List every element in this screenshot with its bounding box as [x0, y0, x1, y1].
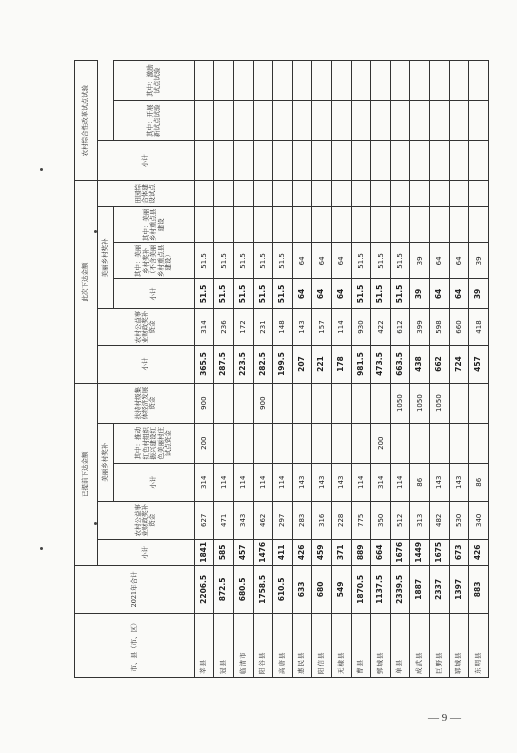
current-key-village-value: 64: [332, 243, 352, 279]
current-welfare-value: 114: [332, 309, 352, 345]
current-bv-subtotal-value: 51.5: [273, 279, 293, 309]
current-key-county-value: [233, 207, 253, 243]
current-bv-subtotal-value: 64: [312, 279, 332, 309]
current-bv-subtotal-value: 51.5: [233, 279, 253, 309]
prior-bv-subtotal-value: 86: [469, 463, 489, 501]
pilot-jl-value: [312, 61, 332, 101]
current-key-village-value: 51.5: [253, 243, 273, 279]
current-subtotal-value: 178: [332, 345, 352, 383]
prior-bv-subtotal-value: 314: [194, 463, 214, 501]
current-key-village-value: 51.5: [273, 243, 293, 279]
total-value: 610.5: [273, 565, 293, 613]
prior-collective-value: [292, 383, 312, 423]
current-bv-subtotal-value: 51.5: [253, 279, 273, 309]
prior-bv-subtotal-value: 114: [253, 463, 273, 501]
current-key-county-value: [351, 207, 371, 243]
pilot-jl-value: [194, 61, 214, 101]
pilot-yc-value: [292, 101, 312, 141]
reform-subtotal-value: [253, 141, 273, 181]
table-row: [233, 61, 253, 678]
pilot-jl-value: [351, 61, 371, 101]
header-field-cell: 田园综合体建设试点: [97, 181, 194, 207]
table-row: [332, 61, 352, 678]
current-subtotal-value: 365.5: [194, 345, 214, 383]
header-current-subtotal: 小计: [97, 345, 194, 383]
field-value: [430, 181, 450, 207]
table-row: [410, 61, 430, 678]
header-prior-collective: 扶持村级集体经济发展资金: [97, 383, 194, 423]
header-pilot-jl: 其中：激励试点试验: [114, 61, 195, 101]
prior-collective-value: [351, 383, 371, 423]
pilot-jl-value: [410, 61, 430, 101]
prior-red-value: [292, 423, 312, 463]
current-welfare-value: 143: [292, 309, 312, 345]
prior-bv-subtotal-value: 143: [430, 463, 450, 501]
prior-collective-value: [332, 383, 352, 423]
prior-subtotal-value: 673: [449, 539, 469, 565]
current-subtotal-value: 221: [312, 345, 332, 383]
current-bv-subtotal-value: 64: [292, 279, 312, 309]
county-name: 单县: [390, 613, 410, 677]
prior-red-value: [312, 423, 332, 463]
table-row: [449, 61, 469, 678]
total-value: 2337: [430, 565, 450, 613]
prior-red-value: [410, 423, 430, 463]
current-welfare-value: 598: [430, 309, 450, 345]
prior-collective-value: [233, 383, 253, 423]
prior-red-value: [253, 423, 273, 463]
total-value: 1758.5: [253, 565, 273, 613]
prior-collective-value: 1050: [410, 383, 430, 423]
total-value: 680: [312, 565, 332, 613]
table-row: [430, 61, 450, 678]
reform-subtotal-value: [351, 141, 371, 181]
header-prior-beautiful: 美丽乡村奖补: [97, 423, 114, 501]
total-value: 1137.5: [371, 565, 391, 613]
total-value: 883: [469, 565, 489, 613]
pilot-jl-value: [332, 61, 352, 101]
prior-welfare-value: 228: [332, 501, 352, 539]
current-key-county-value: [371, 207, 391, 243]
prior-bv-subtotal-value: 114: [214, 463, 234, 501]
prior-red-value: [214, 423, 234, 463]
field-value: [292, 181, 312, 207]
prior-red-value: [469, 423, 489, 463]
reform-subtotal-value: [292, 141, 312, 181]
current-subtotal-value: 724: [449, 345, 469, 383]
prior-bv-subtotal-value: 114: [273, 463, 293, 501]
county-name: 郓城县: [449, 613, 469, 677]
current-welfare-value: 612: [390, 309, 410, 345]
current-key-county-value: [410, 207, 430, 243]
county-name: 曹县: [351, 613, 371, 677]
current-key-county-value: [214, 207, 234, 243]
header-prior-red: 其中：推动红色村组织振兴建设红色美丽村庄试点资金: [114, 423, 195, 463]
prior-bv-subtotal-value: 143: [449, 463, 469, 501]
current-bv-subtotal-value: 51.5: [390, 279, 410, 309]
header-current-beautiful: 美丽乡村奖补: [97, 207, 114, 309]
reform-subtotal-value: [449, 141, 469, 181]
current-bv-subtotal-value: 64: [449, 279, 469, 309]
current-bv-subtotal-value: 51.5: [351, 279, 371, 309]
field-value: [371, 181, 391, 207]
current-key-county-value: [273, 207, 293, 243]
table-row: [469, 61, 489, 678]
prior-subtotal-value: 426: [292, 539, 312, 565]
field-value: [469, 181, 489, 207]
prior-red-value: [351, 423, 371, 463]
pilot-jl-value: [390, 61, 410, 101]
table-row: [292, 61, 312, 678]
reform-subtotal-value: [410, 141, 430, 181]
header-prior-welfare: 农村公益事业财政奖补资金: [97, 501, 194, 539]
reform-subtotal-value: [469, 141, 489, 181]
pilot-jl-value: [449, 61, 469, 101]
current-key-village-value: 64: [430, 243, 450, 279]
prior-subtotal-value: 1676: [390, 539, 410, 565]
pilot-yc-value: [469, 101, 489, 141]
county-name: 临清市: [233, 613, 253, 677]
prior-bv-subtotal-value: 114: [351, 463, 371, 501]
current-subtotal-value: 662: [430, 345, 450, 383]
pilot-jl-value: [430, 61, 450, 101]
current-welfare-value: 930: [351, 309, 371, 345]
current-key-village-value: 64: [292, 243, 312, 279]
prior-bv-subtotal-value: 314: [371, 463, 391, 501]
total-value: 1870.5: [351, 565, 371, 613]
total-value: 549: [332, 565, 352, 613]
prior-subtotal-value: 457: [233, 539, 253, 565]
prior-collective-value: 900: [253, 383, 273, 423]
county-name: 无棣县: [332, 613, 352, 677]
current-key-village-value: 51.5: [214, 243, 234, 279]
current-key-village-value: 51.5: [390, 243, 410, 279]
prior-red-value: [273, 423, 293, 463]
header-current-welfare: 农村公益事业财政奖补资金: [97, 309, 194, 345]
rotated-table-wrapper: [74, 60, 489, 678]
prior-collective-value: [312, 383, 332, 423]
prior-subtotal-value: 411: [273, 539, 293, 565]
prior-red-value: [233, 423, 253, 463]
reform-subtotal-value: [233, 141, 253, 181]
field-value: [390, 181, 410, 207]
pilot-jl-value: [233, 61, 253, 101]
table-area: [74, 60, 489, 678]
current-key-village-value: 39: [410, 243, 430, 279]
pilot-jl-value: [273, 61, 293, 101]
reform-subtotal-value: [312, 141, 332, 181]
current-welfare-value: 314: [194, 309, 214, 345]
prior-bv-subtotal-value: 114: [390, 463, 410, 501]
county-name: 鄄城县: [371, 613, 391, 677]
prior-bv-subtotal-value: 114: [233, 463, 253, 501]
total-value: 2339.5: [390, 565, 410, 613]
current-key-village-value: 64: [312, 243, 332, 279]
current-subtotal-value: 457: [469, 345, 489, 383]
current-bv-subtotal-value: 39: [469, 279, 489, 309]
current-key-county-value: [253, 207, 273, 243]
total-value: 1887: [410, 565, 430, 613]
table-row: [351, 61, 371, 678]
current-key-county-value: [312, 207, 332, 243]
pilot-yc-value: [371, 101, 391, 141]
prior-welfare-value: 775: [351, 501, 371, 539]
header-current-cell: 此次下达金额: [75, 181, 98, 383]
header-pilot-yc: 其中：开展新试点试验: [114, 101, 195, 141]
current-welfare-value: 660: [449, 309, 469, 345]
table-row: [312, 61, 332, 678]
prior-bv-subtotal-value: 143: [332, 463, 352, 501]
current-key-county-value: [194, 207, 214, 243]
scan-dot: [40, 547, 43, 550]
pilot-jl-value: [253, 61, 273, 101]
reform-subtotal-value: [390, 141, 410, 181]
prior-bv-subtotal-value: 143: [312, 463, 332, 501]
header-prior-cell: 已提前下达金额: [75, 383, 98, 565]
current-key-village-value: 51.5: [351, 243, 371, 279]
prior-collective-value: [449, 383, 469, 423]
prior-welfare-value: 297: [273, 501, 293, 539]
header-total-cell: 2021年合计: [75, 565, 195, 613]
current-bv-subtotal-value: 51.5: [214, 279, 234, 309]
current-subtotal-value: 282.5: [253, 345, 273, 383]
prior-subtotal-value: 1476: [253, 539, 273, 565]
total-value: 2206.5: [194, 565, 214, 613]
prior-welfare-value: 343: [233, 501, 253, 539]
current-subtotal-value: 981.5: [351, 345, 371, 383]
prior-collective-value: [273, 383, 293, 423]
current-key-village-value: 64: [449, 243, 469, 279]
prior-collective-value: 900: [194, 383, 214, 423]
current-key-county-value: [332, 207, 352, 243]
county-name: 阳谷县: [253, 613, 273, 677]
current-bv-subtotal-value: 64: [430, 279, 450, 309]
current-subtotal-value: 438: [410, 345, 430, 383]
pilot-jl-value: [469, 61, 489, 101]
prior-welfare-value: 340: [469, 501, 489, 539]
header-current-key-village: 其中：美丽乡村奖补（不含美丽乡村重点县建设）: [114, 243, 195, 279]
reform-subtotal-value: [332, 141, 352, 181]
pilot-yc-value: [332, 101, 352, 141]
field-value: [253, 181, 273, 207]
reform-subtotal-value: [194, 141, 214, 181]
current-subtotal-value: 207: [292, 345, 312, 383]
current-bv-subtotal-value: 51.5: [371, 279, 391, 309]
pilot-yc-value: [214, 101, 234, 141]
current-welfare-value: 172: [233, 309, 253, 345]
table-row: [371, 61, 391, 678]
current-subtotal-value: 199.5: [273, 345, 293, 383]
pilot-yc-value: [233, 101, 253, 141]
header-current-bv-subtotal: 小计: [114, 279, 195, 309]
current-key-county-value: [430, 207, 450, 243]
prior-welfare-value: 512: [390, 501, 410, 539]
pilot-jl-value: [292, 61, 312, 101]
prior-welfare-value: 313: [410, 501, 430, 539]
county-name: 成武县: [410, 613, 430, 677]
field-value: [194, 181, 214, 207]
county-name: 冠县: [214, 613, 234, 677]
table-row: [214, 61, 234, 678]
page-number: — 9 —: [428, 712, 461, 724]
prior-red-value: [390, 423, 410, 463]
current-key-county-value: [469, 207, 489, 243]
pilot-jl-value: [214, 61, 234, 101]
pilot-yc-value: [351, 101, 371, 141]
prior-welfare-value: 530: [449, 501, 469, 539]
table-row: [390, 61, 410, 678]
prior-subtotal-value: 889: [351, 539, 371, 565]
scan-dot: [40, 168, 43, 171]
pilot-yc-value: [430, 101, 450, 141]
pilot-yc-value: [194, 101, 214, 141]
prior-bv-subtotal-value: 86: [410, 463, 430, 501]
funding-table: [74, 60, 489, 678]
prior-subtotal-value: 585: [214, 539, 234, 565]
reform-subtotal-value: [430, 141, 450, 181]
reform-subtotal-value: [273, 141, 293, 181]
prior-welfare-value: 462: [253, 501, 273, 539]
prior-welfare-value: 316: [312, 501, 332, 539]
current-key-village-value: 51.5: [371, 243, 391, 279]
header-current-key-county: 其中：美丽乡村重点县建设: [114, 207, 195, 243]
current-key-county-value: [449, 207, 469, 243]
field-value: [312, 181, 332, 207]
pilot-yc-value: [449, 101, 469, 141]
prior-subtotal-value: 371: [332, 539, 352, 565]
prior-red-value: [332, 423, 352, 463]
current-bv-subtotal-value: 64: [332, 279, 352, 309]
header-prior-subtotal: 小计: [97, 539, 194, 565]
prior-collective-value: 1050: [430, 383, 450, 423]
current-key-county-value: [390, 207, 410, 243]
header-prior-bv-subtotal: 小计: [114, 463, 195, 501]
pilot-yc-value: [273, 101, 293, 141]
pilot-yc-value: [312, 101, 332, 141]
prior-welfare-value: 471: [214, 501, 234, 539]
current-welfare-value: 148: [273, 309, 293, 345]
table-row: [194, 61, 214, 678]
prior-subtotal-value: 426: [469, 539, 489, 565]
current-welfare-value: 231: [253, 309, 273, 345]
prior-red-value: 200: [371, 423, 391, 463]
total-value: 1397: [449, 565, 469, 613]
reform-subtotal-value: [214, 141, 234, 181]
prior-red-value: [449, 423, 469, 463]
total-value: 872.5: [214, 565, 234, 613]
pilot-yc-value: [410, 101, 430, 141]
prior-collective-value: [469, 383, 489, 423]
field-value: [273, 181, 293, 207]
prior-red-value: 200: [194, 423, 214, 463]
prior-welfare-value: 627: [194, 501, 214, 539]
county-name: 惠民县: [292, 613, 312, 677]
field-value: [410, 181, 430, 207]
county-name: 阳信县: [312, 613, 332, 677]
prior-collective-value: 1050: [390, 383, 410, 423]
current-bv-subtotal-value: 51.5: [194, 279, 214, 309]
field-value: [351, 181, 371, 207]
header-county-cell: 市、县（市、区）: [75, 613, 195, 677]
pilot-jl-value: [371, 61, 391, 101]
current-welfare-value: 418: [469, 309, 489, 345]
prior-collective-value: [214, 383, 234, 423]
current-key-county-value: [292, 207, 312, 243]
pilot-yc-value: [390, 101, 410, 141]
current-welfare-value: 236: [214, 309, 234, 345]
prior-subtotal-value: 1675: [430, 539, 450, 565]
pilot-yc-value: [253, 101, 273, 141]
prior-subtotal-value: 664: [371, 539, 391, 565]
county-name: 高唐县: [273, 613, 293, 677]
current-welfare-value: 399: [410, 309, 430, 345]
current-key-village-value: 51.5: [194, 243, 214, 279]
reform-subtotal-value: [371, 141, 391, 181]
header-reform-cell: 农村综合性改革试点试验: [75, 61, 98, 181]
current-welfare-value: 422: [371, 309, 391, 345]
table-row: [273, 61, 293, 678]
prior-bv-subtotal-value: 143: [292, 463, 312, 501]
prior-welfare-value: 482: [430, 501, 450, 539]
current-subtotal-value: 473.5: [371, 345, 391, 383]
field-value: [449, 181, 469, 207]
current-subtotal-value: 223.5: [233, 345, 253, 383]
current-key-village-value: 51.5: [233, 243, 253, 279]
current-subtotal-value: 663.5: [390, 345, 410, 383]
prior-subtotal-value: 1841: [194, 539, 214, 565]
field-value: [332, 181, 352, 207]
county-name: 东明县: [469, 613, 489, 677]
total-value: 633: [292, 565, 312, 613]
current-key-village-value: 39: [469, 243, 489, 279]
table-row: [253, 61, 273, 678]
current-welfare-value: 157: [312, 309, 332, 345]
current-subtotal-value: 287.5: [214, 345, 234, 383]
current-bv-subtotal-value: 39: [410, 279, 430, 309]
total-value: 680.5: [233, 565, 253, 613]
field-value: [214, 181, 234, 207]
prior-welfare-value: 350: [371, 501, 391, 539]
county-name: 莘县: [194, 613, 214, 677]
header-reform-subtotal: 小计: [97, 141, 194, 181]
prior-subtotal-value: 1449: [410, 539, 430, 565]
prior-subtotal-value: 459: [312, 539, 332, 565]
prior-collective-value: [371, 383, 391, 423]
field-value: [233, 181, 253, 207]
county-name: 巨野县: [430, 613, 450, 677]
prior-red-value: [430, 423, 450, 463]
prior-welfare-value: 283: [292, 501, 312, 539]
